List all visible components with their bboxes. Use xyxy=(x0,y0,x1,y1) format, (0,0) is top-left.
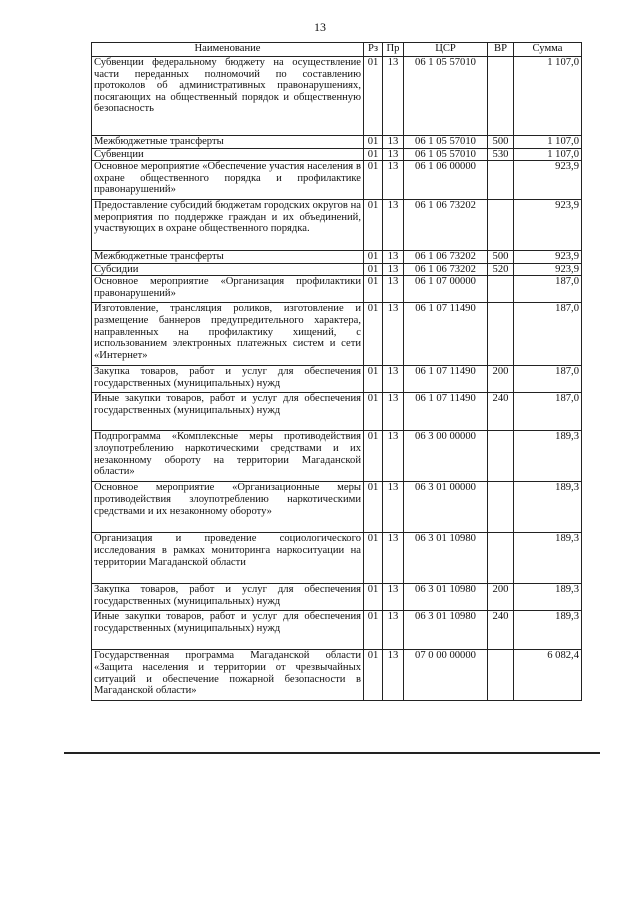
cell-name: Закупка товаров, работ и услуг для обеспечения государственных (муниципальных) нужд xyxy=(92,584,364,611)
cell-vr xyxy=(488,303,514,366)
cell-sum: 1 107,0 xyxy=(514,148,582,161)
cell-rz: 01 xyxy=(364,482,383,533)
cell-rz: 01 xyxy=(364,393,383,431)
cell-sum: 187,0 xyxy=(514,303,582,366)
cell-rz: 01 xyxy=(364,276,383,303)
table-header-row xyxy=(92,43,582,57)
column-header-pr: Пр xyxy=(383,43,404,57)
cell-name: Подпрограмма «Комплексные меры противодействия злоупотреблению наркотическими средствами и их незаконному обороту на территории Магаданской области» xyxy=(92,431,364,482)
cell-pr: 13 xyxy=(383,200,404,251)
cell-rz: 01 xyxy=(364,263,383,276)
cell-vr xyxy=(488,482,514,533)
cell-name: Основное мероприятие «Организация профилактики правонарушений» xyxy=(92,276,364,303)
cell-name: Субвенции федеральному бюджету на осуществление части переданных полномочий по составлению протоколов об административных правонарушениях, посягающих на общественный порядок и общественную безопасность xyxy=(92,57,364,136)
cell-pr: 13 xyxy=(383,276,404,303)
table-row xyxy=(92,366,582,393)
cell-sum: 189,3 xyxy=(514,482,582,533)
cell-vr xyxy=(488,276,514,303)
cell-pr: 13 xyxy=(383,533,404,584)
cell-pr: 13 xyxy=(383,136,404,149)
table-row xyxy=(92,650,582,701)
table-row xyxy=(92,611,582,650)
cell-name: Межбюджетные трансферты xyxy=(92,251,364,264)
table-row xyxy=(92,584,582,611)
cell-rz: 01 xyxy=(364,650,383,701)
cell-rz: 01 xyxy=(364,57,383,136)
cell-vr: 240 xyxy=(488,393,514,431)
cell-csr: 06 1 06 73202 xyxy=(404,200,488,251)
cell-vr xyxy=(488,200,514,251)
cell-csr: 06 1 05 57010 xyxy=(404,136,488,149)
cell-pr: 13 xyxy=(383,303,404,366)
table-row xyxy=(92,482,582,533)
cell-name: Иные закупки товаров, работ и услуг для обеспечения государственных (муниципальных) нужд xyxy=(92,611,364,650)
cell-pr: 13 xyxy=(383,161,404,200)
cell-pr: 13 xyxy=(383,251,404,264)
cell-csr: 06 3 01 10980 xyxy=(404,611,488,650)
cell-vr xyxy=(488,650,514,701)
cell-pr: 13 xyxy=(383,393,404,431)
cell-sum: 1 107,0 xyxy=(514,136,582,149)
cell-csr: 06 3 01 10980 xyxy=(404,584,488,611)
table-row xyxy=(92,148,582,161)
cell-rz: 01 xyxy=(364,251,383,264)
table-row xyxy=(92,136,582,149)
cell-rz: 01 xyxy=(364,200,383,251)
cell-pr: 13 xyxy=(383,584,404,611)
cell-rz: 01 xyxy=(364,431,383,482)
cell-name: Закупка товаров, работ и услуг для обеспечения государственных (муниципальных) нужд xyxy=(92,366,364,393)
cell-vr: 500 xyxy=(488,251,514,264)
cell-sum: 923,9 xyxy=(514,251,582,264)
table-row xyxy=(92,263,582,276)
cell-pr: 13 xyxy=(383,482,404,533)
cell-csr: 06 1 05 57010 xyxy=(404,57,488,136)
cell-csr: 06 1 06 73202 xyxy=(404,263,488,276)
page-number: 13 xyxy=(314,20,326,34)
cell-pr: 13 xyxy=(383,611,404,650)
cell-rz: 01 xyxy=(364,161,383,200)
column-header-rz: Рз xyxy=(364,43,383,57)
table-row xyxy=(92,393,582,431)
cell-vr: 500 xyxy=(488,136,514,149)
cell-rz: 01 xyxy=(364,136,383,149)
cell-name: Межбюджетные трансферты xyxy=(92,136,364,149)
cell-pr: 13 xyxy=(383,650,404,701)
cell-sum: 187,0 xyxy=(514,393,582,431)
table-row xyxy=(92,533,582,584)
table-body xyxy=(92,57,582,701)
table-row xyxy=(92,161,582,200)
cell-vr: 520 xyxy=(488,263,514,276)
cell-vr: 240 xyxy=(488,611,514,650)
cell-csr: 06 3 01 10980 xyxy=(404,533,488,584)
cell-vr: 200 xyxy=(488,366,514,393)
cell-name: Изготовление, трансляция роликов, изготовление и размещение баннеров предупредительного характера, направленных на профилактику хищений, с использованием электронных платежных систем и сети «Интернет» xyxy=(92,303,364,366)
cell-csr: 06 1 05 57010 xyxy=(404,148,488,161)
cell-pr: 13 xyxy=(383,431,404,482)
cell-name: Организация и проведение социологического исследования в рамках мониторинга наркоситуации на территории Магаданской области xyxy=(92,533,364,584)
cell-pr: 13 xyxy=(383,366,404,393)
cell-name: Субсидии xyxy=(92,263,364,276)
cell-name: Субвенции xyxy=(92,148,364,161)
table-row xyxy=(92,200,582,251)
cell-name: Государственная программа Магаданской области «Защита населения и территории от чрезвычайных ситуаций и обеспечение пожарной безопасности в Магаданской области» xyxy=(92,650,364,701)
cell-vr: 200 xyxy=(488,584,514,611)
cell-rz: 01 xyxy=(364,148,383,161)
cell-sum: 923,9 xyxy=(514,161,582,200)
column-header-name: Наименование xyxy=(92,43,364,57)
cell-sum: 1 107,0 xyxy=(514,57,582,136)
footer-divider xyxy=(64,752,600,754)
cell-name: Иные закупки товаров, работ и услуг для обеспечения государственных (муниципальных) нужд xyxy=(92,393,364,431)
cell-vr: 530 xyxy=(488,148,514,161)
cell-csr: 06 1 07 11490 xyxy=(404,366,488,393)
cell-pr: 13 xyxy=(383,57,404,136)
cell-sum: 187,0 xyxy=(514,366,582,393)
column-header-vr: ВР xyxy=(488,43,514,57)
cell-sum: 189,3 xyxy=(514,584,582,611)
cell-csr: 06 1 06 00000 xyxy=(404,161,488,200)
cell-sum: 923,9 xyxy=(514,200,582,251)
cell-vr xyxy=(488,57,514,136)
table-row xyxy=(92,251,582,264)
cell-vr xyxy=(488,533,514,584)
column-header-sum: Сумма xyxy=(514,43,582,57)
table-row xyxy=(92,303,582,366)
cell-csr: 07 0 00 00000 xyxy=(404,650,488,701)
cell-rz: 01 xyxy=(364,584,383,611)
budget-table xyxy=(91,42,582,701)
cell-csr: 06 3 00 00000 xyxy=(404,431,488,482)
cell-csr: 06 1 07 11490 xyxy=(404,393,488,431)
cell-sum: 187,0 xyxy=(514,276,582,303)
cell-sum: 189,3 xyxy=(514,611,582,650)
cell-pr: 13 xyxy=(383,148,404,161)
cell-csr: 06 1 06 73202 xyxy=(404,251,488,264)
cell-sum: 923,9 xyxy=(514,263,582,276)
table-row xyxy=(92,57,582,136)
cell-vr xyxy=(488,431,514,482)
cell-name: Предоставление субсидий бюджетам городских округов на мероприятия по поддержке граждан и их объединений, участвующих в охране общественного порядка. xyxy=(92,200,364,251)
table-row xyxy=(92,431,582,482)
cell-name: Основное мероприятие «Обеспечение участия населения в охране общественного порядка и профилактике правонарушений» xyxy=(92,161,364,200)
cell-rz: 01 xyxy=(364,303,383,366)
cell-sum: 189,3 xyxy=(514,431,582,482)
cell-sum: 189,3 xyxy=(514,533,582,584)
cell-csr: 06 3 01 00000 xyxy=(404,482,488,533)
cell-rz: 01 xyxy=(364,366,383,393)
column-header-csr: ЦСР xyxy=(404,43,488,57)
cell-rz: 01 xyxy=(364,611,383,650)
cell-sum: 6 082,4 xyxy=(514,650,582,701)
table-row xyxy=(92,276,582,303)
cell-vr xyxy=(488,161,514,200)
cell-rz: 01 xyxy=(364,533,383,584)
cell-csr: 06 1 07 11490 xyxy=(404,303,488,366)
cell-pr: 13 xyxy=(383,263,404,276)
cell-csr: 06 1 07 00000 xyxy=(404,276,488,303)
cell-name: Основное мероприятие «Организационные меры противодействия злоупотреблению наркотическими средствами и их незаконному обороту» xyxy=(92,482,364,533)
